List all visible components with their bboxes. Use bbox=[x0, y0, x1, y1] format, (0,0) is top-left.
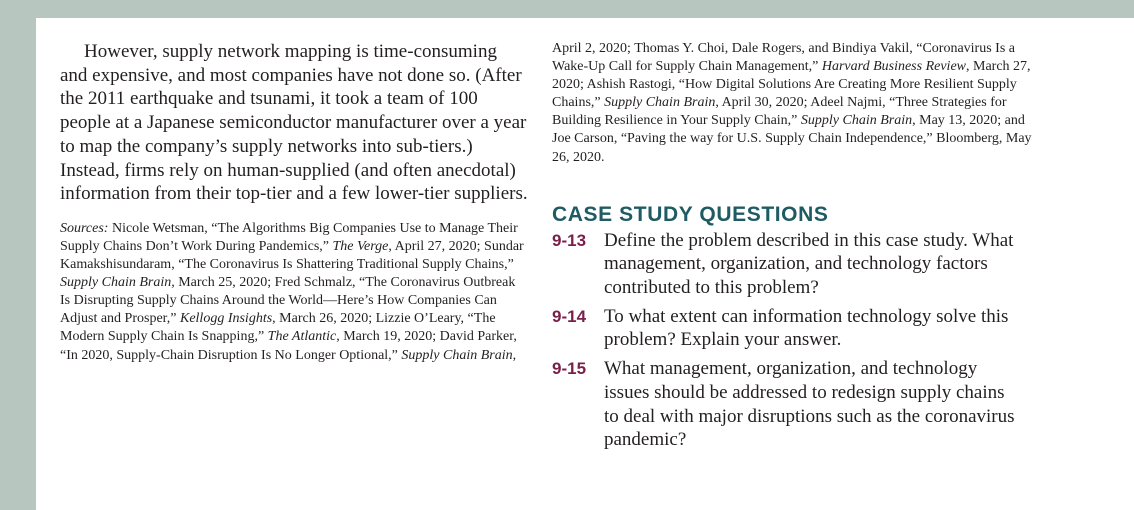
source-run: , April 27, 2020; Sundar Kamakshisundaram, “The Coronavirus Is Shattering Traditional Supply Chains,” bbox=[60, 239, 524, 273]
source-run: Supply Chain Brain bbox=[604, 95, 716, 111]
case-study-heading: CASE STUDY QUESTIONS bbox=[552, 202, 829, 226]
source-run: April 2, 2020; Thomas Y. Choi, Dale Rogers, and Bindiya Vakil, “Coronavirus Is a Wake-Up Call for Supply Chain Management,” bbox=[552, 41, 1015, 75]
sources-citation bbox=[60, 220, 528, 365]
question-text: To what extent can information technology solve this problem? Explain your answer. bbox=[604, 305, 1009, 351]
source-run: Harvard Business Review bbox=[821, 59, 966, 75]
question-text: Define the problem described in this case study. What management, organization, and technology factors contributed to this problem? bbox=[604, 229, 1014, 299]
source-run: Sources: bbox=[60, 220, 109, 236]
right-column bbox=[552, 40, 1032, 452]
source-run: The Verge bbox=[332, 239, 389, 255]
source-run: Supply Chain Brain bbox=[60, 275, 172, 291]
source-run: , bbox=[512, 347, 517, 363]
source-run: Kellogg Insights bbox=[179, 311, 273, 327]
source-run: , March 25, 2020; Fred Schmalz, “The Coronavirus Outbreak Is Disrupting Supply Chains Around the World—Here’s How Companies Can Adjust and Prosper,” bbox=[60, 275, 516, 327]
source-run: , May 13, 2020; and Joe Carson, “Paving the way for U.S. Supply Chain Independence,” Bloomberg, May 26, 2020. bbox=[552, 113, 1032, 165]
source-run: , March 19, 2020; David Parker, “In 2020, Supply-Chain Disruption Is No Longer Optional,” bbox=[60, 329, 517, 363]
source-run: Supply Chain Brain bbox=[401, 347, 513, 363]
question-number: 9-13 bbox=[552, 230, 587, 250]
question-list bbox=[552, 229, 1032, 452]
source-run: Supply Chain Brain bbox=[800, 113, 913, 129]
question-item bbox=[552, 229, 1032, 300]
question-text: What management, organization, and technology issues should be addressed to redesign supply chains to deal with major disruptions such as the coronavirus pandemic? bbox=[604, 358, 1015, 451]
question-item bbox=[552, 305, 1032, 352]
source-run: , April 30, 2020; Adeel Najmi, “Three Strategies for Building Resilience in Your Supply Chain,” bbox=[552, 95, 1007, 129]
source-run: , March 26, 2020; Lizzie O’Leary, “The Modern Supply Chain Is Snapping,” bbox=[60, 311, 496, 345]
body-paragraph: However, supply network mapping is time-consuming and expensive, and most companies have not done so. (After the 2011 earthquake and tsunami, it took a team of 100 people at a Japanese semiconductor manufacturer over a year to map the company’s supply networks into sub-tiers.) Instead, firms rely on human-supplied (and often anecdotal) information from their top-tier and a few lower-tier suppliers. bbox=[60, 41, 528, 205]
sources-citation-continued bbox=[552, 40, 1032, 167]
question-number: 9-14 bbox=[552, 306, 587, 326]
textbook-page bbox=[36, 18, 1134, 510]
question-item bbox=[552, 357, 1032, 452]
source-run: The Atlantic bbox=[267, 329, 337, 345]
source-run: Nicole Wetsman, “The Algorithms Big Companies Use to Manage Their Supply Chains Don’t Work During Pandemics,” bbox=[60, 220, 518, 255]
left-column bbox=[60, 40, 528, 365]
question-number: 9-15 bbox=[552, 359, 587, 379]
source-run: , March 27, 2020; Ashish Rastogi, “How Digital Solutions Are Creating More Resilient Supply Chains,” bbox=[552, 59, 1031, 111]
